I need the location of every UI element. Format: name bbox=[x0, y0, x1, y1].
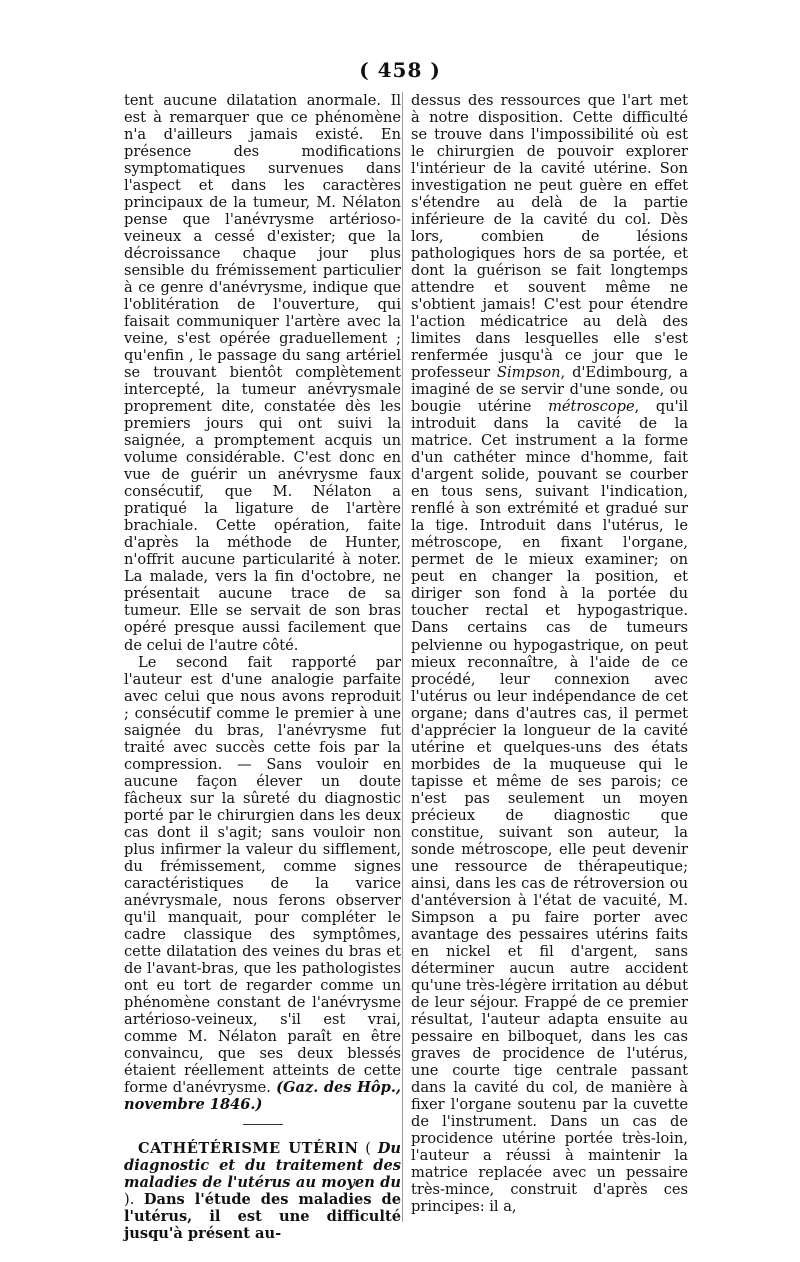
citation: (Gaz. des Hôp., novembre 1846.) bbox=[124, 1078, 402, 1113]
paragraph-nelaton-case: tent aucune dilatation anormale. Il est à remarquer que ce phénomène n'a d'ailleurs jamais existé. En présence des modifications symptomatiques survenues dans l'aspect et dans les caractères principaux de la tumeur, M. Nélaton pense que l'anévrysme artérioso-veineux a cessé d'exister; que la décroissance chaque jour plus sensible du frémissement particulier à ce genre d'anévrysme, indique que l'oblitération de l'ouverture, qui faisait communiquer l'artère avec la veine, s'est opérée graduellement ; qu'enfin , le passage du sang artériel se trouvant bientôt complètement intercepté, la tumeur anévrysmale proprement dite, constatée dès les premiers jours qui ont suivi la saignée, a promptement acquis un volume considérable. C'est donc en vue de guérir un anévrysme faux consécutif, que M. Nélaton a pratiqué la ligature de l'artère brachiale. Cette opération, faite d'après la méthode de Hunter, n'offrit aucune particularité à noter. La malade, vers la fin d'octobre, ne présentait aucune trace de sa tumeur. Elle se servait de son bras opéré presque aussi facilement que de celui de l'autre côté. bbox=[124, 92, 401, 654]
catheterism-text-1: dessus des ressources que l'art met à notre disposition. Cette difficulté se trouve dans l'impossibilité où est le chirurgien de pouvoir explorer l'intérieur de la cavité utérine. Son investigation ne peut guère en effet s'étendre au delà de la partie inférieure de la cavité du col. Dès lors, combien de lésions pathologiques hors de sa portée, et dont la guérison se fait longtemps attendre et souvent même ne s'obtient jamais! C'est pour étendre l'action médicatrice au delà des limites dans lesquelles elle s'est renfermée jusqu'à ce jour que le professeur bbox=[411, 92, 688, 382]
author-simpson: Simpson bbox=[497, 364, 561, 382]
section-heading-paragraph bbox=[124, 1140, 401, 1242]
column-divider bbox=[402, 92, 403, 1222]
paragraph-catheterism-continued bbox=[411, 92, 688, 1215]
paragraph-catheterism-lead: Dans l'étude des maladies de l'utérus, il est une difficulté jusqu'à présent au- bbox=[124, 1190, 401, 1243]
catheterism-text-3: , qu'il introduit dans la cavité de la matrice. Cet instrument a la forme d'un cathéter mince d'homme, fait d'argent solide, pouvant se courber en tous sens, suivant l'indication, renflé à son extrémité et gradué sur la tige. Introduit dans l'utérus, le métroscope, en fixant l'organe, permet de le mieux examiner; on peut en changer la position, et diriger son fond à la portée du toucher rectal et hypogastrique. Dans certains cas de tumeurs pelvienne ou hypogastrique, on peut mieux reconnaître, à l'aide de ce procédé, leur connexion avec l'utérus ou leur indépendance de cet organe; dans d'autres cas, il permet d'apprécier la longueur de la cavité utérine et quelques-uns des états morbides de la muqueuse qui le tapisse et même de ses parois; ce n'est pas seulement un moyen précieux de diagnostic que constitue, suivant son auteur, la sonde métroscope, elle peut devenir une ressource de thérapeutique; ainsi, dans les cas de rétroversion ou d'antéversion à l'état de vacuité, M. Simpson a pu faire porter avec avantage des pessaires utérins faits en nickel et fil d'argent, sans déterminer aucun autre accident qu'une très-légère irritation au début de leur séjour. Frappé de ce premier résultat, l'auteur adapta ensuite au pessaire en bilboquet, dans les cas graves de procidence de l'utérus, une courte tige centrale passant dans la cavité du col, de manière à fixer l'organe soutenu par la cuvette de l'instrument. Dans un cas de procidence utérine portée très-loin, l'auteur a réussi à maintenir la matrice replacée avec un pessaire très-mince, construit d'après ces principes: il a, bbox=[411, 398, 688, 1216]
section-heading: CATHÉTÉRISME UTÉRIN bbox=[138, 1139, 359, 1157]
left-column bbox=[124, 92, 401, 1242]
section-heading-italic: Du diagnostic et du traitement des maladies de l'utérus au moyen du bbox=[124, 1139, 401, 1191]
right-column bbox=[411, 92, 688, 1215]
paragraph-second-case bbox=[124, 654, 401, 1113]
heading-paren-open: ( bbox=[358, 1139, 378, 1157]
heading-paren-close: ). bbox=[124, 1190, 144, 1208]
second-case-text: Le second fait rapporté par l'auteur est d'une analogie parfaite avec celui que nous avons reproduit ; consécutif comme le premier à une saignée du bras, l'anévrysme fut traité avec succès cette fois par la compression. — Sans vouloir en aucune façon élever un doute fâcheux sur la sûreté du diagnostic porté par le chirurgien dans les deux cas dont il s'agit; sans vouloir non plus infirmer la valeur du sifflement, du frémissement, comme signes caractéristiques de la varice anévrysmale, nous ferons observer qu'il manquait, pour compléter le cadre classique des symptômes, cette dilatation des veines du bras et de l'avant-bras, que les pathologistes ont eu tort de regarder comme un phénomène constant de l'anévrysme artérioso-veineux, s'il est vrai, comme M. Nélaton paraît en être convaincu, que ses deux blessés étaient réellement atteints de cette forme d'anévrysme. bbox=[124, 653, 401, 1096]
page-number: ( 458 ) bbox=[359, 58, 441, 82]
term-metroscope: métroscope bbox=[548, 398, 635, 416]
section-separator bbox=[243, 1124, 283, 1125]
catheterism-text-2: , d'Edimbourg, a imaginé de se servir d'une sonde, ou bougie utérine bbox=[411, 364, 688, 416]
